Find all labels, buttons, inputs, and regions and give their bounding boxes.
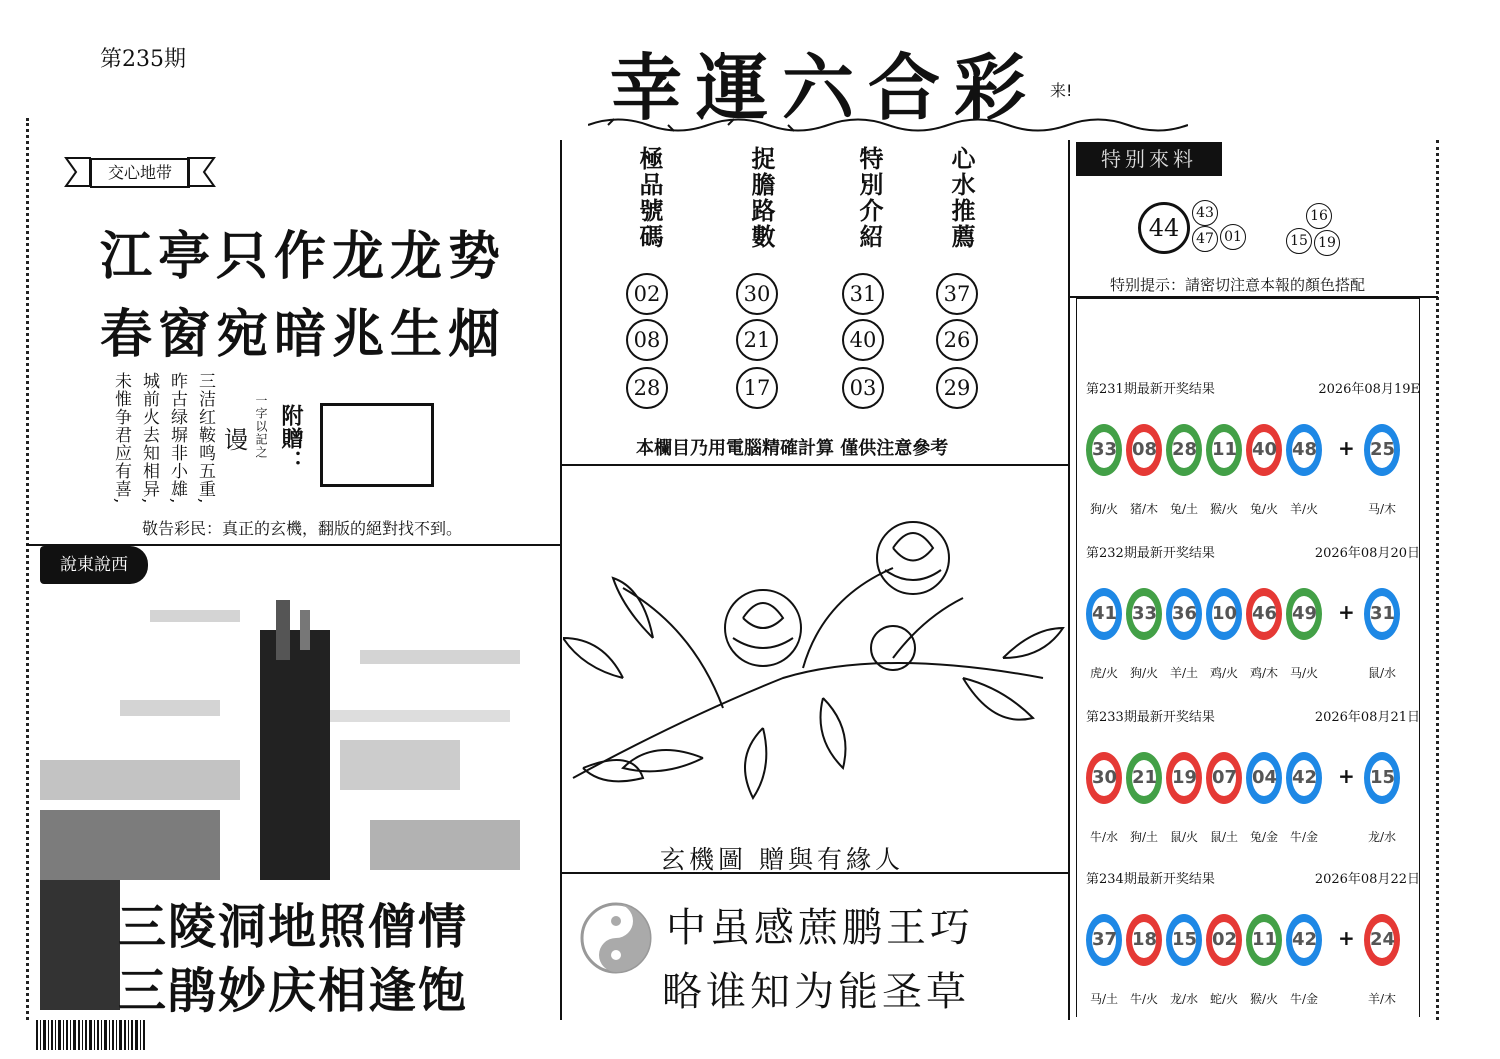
hint-number: 15 bbox=[1286, 228, 1312, 254]
draw-date: 2026年08月20日 bbox=[1314, 546, 1420, 561]
ball-number: 42 bbox=[1292, 760, 1316, 796]
ball-number: 10 bbox=[1212, 596, 1236, 632]
hint-number: 16 bbox=[1306, 203, 1332, 229]
zodiac-label: 兔/金 bbox=[1249, 830, 1279, 844]
zodiac-label: 马/火 bbox=[1289, 666, 1319, 680]
result-ball bbox=[1246, 914, 1282, 966]
zodiac-label: 牛/水 bbox=[1089, 830, 1119, 844]
special-ball bbox=[1364, 588, 1400, 640]
special-ball bbox=[1364, 914, 1400, 966]
featured-number: 44 bbox=[1138, 202, 1190, 254]
result-ball bbox=[1166, 914, 1202, 966]
zodiac-label: 猪/木 bbox=[1129, 502, 1159, 516]
result-ball bbox=[1126, 424, 1162, 476]
draw-header bbox=[1086, 542, 1420, 561]
plus-sign: + bbox=[1338, 764, 1355, 788]
ball-number: 48 bbox=[1292, 432, 1316, 468]
center-note: 本欄目乃用電腦精確計算 僅供注意參考 bbox=[636, 438, 949, 459]
notice-text: 敬告彩民：真正的玄機，翻版的絕對找不到。 bbox=[142, 519, 463, 538]
zodiac-label: 蛇/火 bbox=[1209, 992, 1239, 1006]
draw-title: 第232期最新开奖结果 bbox=[1086, 546, 1215, 561]
flower-illustration-icon bbox=[563, 478, 1067, 830]
result-ball bbox=[1166, 588, 1202, 640]
result-ball bbox=[1126, 588, 1162, 640]
draw-result-block bbox=[1086, 378, 1426, 538]
result-ball bbox=[1206, 914, 1242, 966]
ball-number: 36 bbox=[1172, 596, 1196, 632]
flower-caption: 玄機圖 贈與有緣人 bbox=[660, 845, 904, 874]
pick-number: 28 bbox=[626, 367, 668, 409]
result-ball bbox=[1246, 752, 1282, 804]
center-poem-line-2: 略谁知为能圣草 bbox=[662, 969, 970, 1015]
ball-number: 11 bbox=[1212, 432, 1236, 468]
draw-date: 2026年08月22日 bbox=[1314, 872, 1420, 887]
draw-date: 2026年08月19E bbox=[1318, 382, 1420, 397]
result-ball bbox=[1086, 914, 1122, 966]
vine-ornament-icon bbox=[588, 114, 1188, 136]
draw-header bbox=[1086, 378, 1420, 397]
result-ball bbox=[1286, 588, 1322, 640]
hint-number: 43 bbox=[1192, 200, 1218, 226]
zodiac-label: 龙/水 bbox=[1169, 992, 1199, 1006]
zodiac-label: 虎/火 bbox=[1089, 666, 1119, 680]
draw-header bbox=[1086, 868, 1420, 887]
zodiac-label: 龙/水 bbox=[1367, 830, 1397, 844]
divider-left bbox=[560, 140, 562, 1020]
zodiac-label: 兔/火 bbox=[1249, 502, 1279, 516]
draw-header bbox=[1086, 706, 1420, 725]
draw-date: 2026年08月21日 bbox=[1314, 710, 1420, 725]
heart-zone-label: 交心地带 bbox=[90, 158, 190, 188]
color-tip: 特别提示：請密切注意本報的顏色搭配 bbox=[1110, 276, 1366, 294]
hint-number: 01 bbox=[1220, 224, 1246, 250]
result-ball bbox=[1206, 752, 1242, 804]
ball-number: 31 bbox=[1370, 596, 1394, 632]
verse-man: 谩 bbox=[224, 426, 248, 454]
pick-number: 21 bbox=[736, 319, 778, 361]
yin-yang-icon bbox=[578, 900, 654, 976]
ball-number: 11 bbox=[1252, 922, 1276, 958]
zodiac-label: 猴/火 bbox=[1249, 992, 1279, 1006]
barcode-icon bbox=[36, 1020, 148, 1050]
result-ball bbox=[1286, 752, 1322, 804]
ball-number: 19 bbox=[1172, 760, 1196, 796]
special-material-tag: 特别來料 bbox=[1076, 142, 1222, 176]
result-ball bbox=[1126, 914, 1162, 966]
result-ball bbox=[1126, 752, 1162, 804]
page-title: 幸運六合彩 bbox=[610, 45, 1041, 130]
pick-number: 08 bbox=[626, 319, 668, 361]
column-head-2: 捉膽路數 bbox=[747, 146, 776, 250]
pick-number: 26 bbox=[936, 319, 978, 361]
ball-number: 04 bbox=[1252, 760, 1276, 796]
zodiac-label: 鼠/水 bbox=[1367, 666, 1397, 680]
ball-number: 46 bbox=[1252, 596, 1276, 632]
divider-right bbox=[1068, 140, 1070, 1020]
heart-zone-tag bbox=[64, 154, 216, 190]
pick-number: 37 bbox=[936, 273, 978, 315]
ball-number: 02 bbox=[1212, 922, 1236, 958]
zodiac-label: 羊/火 bbox=[1289, 502, 1319, 516]
right-vine-border bbox=[1436, 140, 1439, 1020]
result-ball bbox=[1166, 752, 1202, 804]
plus-sign: + bbox=[1338, 600, 1355, 624]
result-ball bbox=[1246, 588, 1282, 640]
result-ball bbox=[1166, 424, 1202, 476]
zodiac-label: 牛/金 bbox=[1289, 992, 1319, 1006]
ball-number: 33 bbox=[1132, 596, 1156, 632]
zodiac-label: 马/土 bbox=[1089, 992, 1119, 1006]
pick-number: 29 bbox=[936, 367, 978, 409]
black-poem-line-2: 三鹃妙庆相逢饱 bbox=[118, 963, 469, 1019]
verse-col-3: 城前火去知相异, bbox=[139, 372, 159, 505]
result-ball bbox=[1086, 588, 1122, 640]
ball-number: 41 bbox=[1092, 596, 1116, 632]
ball-number: 07 bbox=[1212, 760, 1236, 796]
poem-line-2: 春窗宛暗兆生烟 bbox=[100, 304, 507, 365]
plus-sign: + bbox=[1338, 926, 1355, 950]
zodiac-label: 牛/火 bbox=[1129, 992, 1159, 1006]
title-mark: 来! bbox=[1050, 81, 1073, 100]
issue-number: 第235期 bbox=[100, 47, 186, 72]
draw-result-block bbox=[1086, 706, 1426, 866]
side-small-text: 一字以記之 bbox=[254, 394, 268, 459]
ball-number: 42 bbox=[1292, 922, 1316, 958]
special-ball bbox=[1364, 752, 1400, 804]
ball-number: 33 bbox=[1092, 432, 1116, 468]
pick-number: 40 bbox=[842, 319, 884, 361]
zodiac-label: 狗/火 bbox=[1089, 502, 1119, 516]
black-poem-line-1: 三陵洞地照僧情 bbox=[118, 899, 469, 955]
pick-number: 31 bbox=[842, 273, 884, 315]
zodiac-label: 鼠/土 bbox=[1209, 830, 1239, 844]
special-ball bbox=[1364, 424, 1400, 476]
ball-number: 25 bbox=[1370, 432, 1394, 468]
ball-number: 28 bbox=[1172, 432, 1196, 468]
ball-number: 15 bbox=[1370, 760, 1394, 796]
column-head-1: 極品號碼 bbox=[635, 146, 664, 250]
zodiac-label: 猴/火 bbox=[1209, 502, 1239, 516]
poem-line-1: 江亭只作龙龙势 bbox=[100, 226, 507, 287]
column-head-3: 特別介紹 bbox=[855, 146, 884, 250]
gift-label: 附贈： bbox=[278, 404, 304, 473]
zodiac-label: 狗/土 bbox=[1129, 830, 1159, 844]
zodiac-label: 羊/木 bbox=[1367, 992, 1397, 1006]
draw-result-block bbox=[1086, 542, 1426, 702]
result-ball bbox=[1286, 424, 1322, 476]
ball-number: 18 bbox=[1132, 922, 1156, 958]
result-ball bbox=[1206, 588, 1242, 640]
center-poem-line-1: 中虽感蔗鹏王巧 bbox=[666, 905, 974, 951]
verse-col-2: 昨古绿塀非小雄, bbox=[167, 372, 187, 505]
zodiac-label: 鸡/火 bbox=[1209, 666, 1239, 680]
ball-number: 40 bbox=[1252, 432, 1276, 468]
ball-number: 21 bbox=[1132, 760, 1156, 796]
scan-noise-image bbox=[40, 590, 560, 880]
plus-sign: + bbox=[1338, 436, 1355, 460]
ball-number: 15 bbox=[1172, 922, 1196, 958]
pick-number: 30 bbox=[736, 273, 778, 315]
hint-number: 47 bbox=[1192, 226, 1218, 252]
divider-center-1 bbox=[560, 464, 1068, 466]
zodiac-label: 牛/金 bbox=[1289, 830, 1319, 844]
verse-col-4: 未惟争君应有喜, bbox=[111, 372, 131, 505]
draw-result-block bbox=[1086, 868, 1426, 1028]
result-ball bbox=[1206, 424, 1242, 476]
result-ball bbox=[1246, 424, 1282, 476]
draw-title: 第233期最新开奖结果 bbox=[1086, 710, 1215, 725]
zodiac-label: 马/木 bbox=[1367, 502, 1397, 516]
ball-number: 49 bbox=[1292, 596, 1316, 632]
result-ball bbox=[1086, 424, 1122, 476]
ball-number: 08 bbox=[1132, 432, 1156, 468]
pick-number: 17 bbox=[736, 367, 778, 409]
zodiac-label: 鼠/火 bbox=[1169, 830, 1199, 844]
ball-number: 24 bbox=[1370, 922, 1394, 958]
column-head-4: 心水推薦 bbox=[947, 146, 976, 250]
pick-number: 02 bbox=[626, 273, 668, 315]
draw-title: 第231期最新开奖结果 bbox=[1086, 382, 1215, 397]
verse-col-1: 三洁红鞍鸣五重, bbox=[195, 372, 215, 505]
zodiac-label: 兔/土 bbox=[1169, 502, 1199, 516]
zodiac-label: 鸡/木 bbox=[1249, 666, 1279, 680]
say-this-say-that-tag: 說東說西 bbox=[40, 546, 148, 584]
draw-title: 第234期最新开奖结果 bbox=[1086, 872, 1215, 887]
ball-number: 30 bbox=[1092, 760, 1116, 796]
hint-number: 19 bbox=[1314, 230, 1340, 256]
pick-number: 03 bbox=[842, 367, 884, 409]
zodiac-label: 狗/火 bbox=[1129, 666, 1159, 680]
result-ball bbox=[1286, 914, 1322, 966]
scan-noise-block bbox=[40, 880, 120, 1010]
ball-number: 37 bbox=[1092, 922, 1116, 958]
zodiac-label: 羊/土 bbox=[1169, 666, 1199, 680]
result-ball bbox=[1086, 752, 1122, 804]
gift-box bbox=[320, 403, 434, 487]
